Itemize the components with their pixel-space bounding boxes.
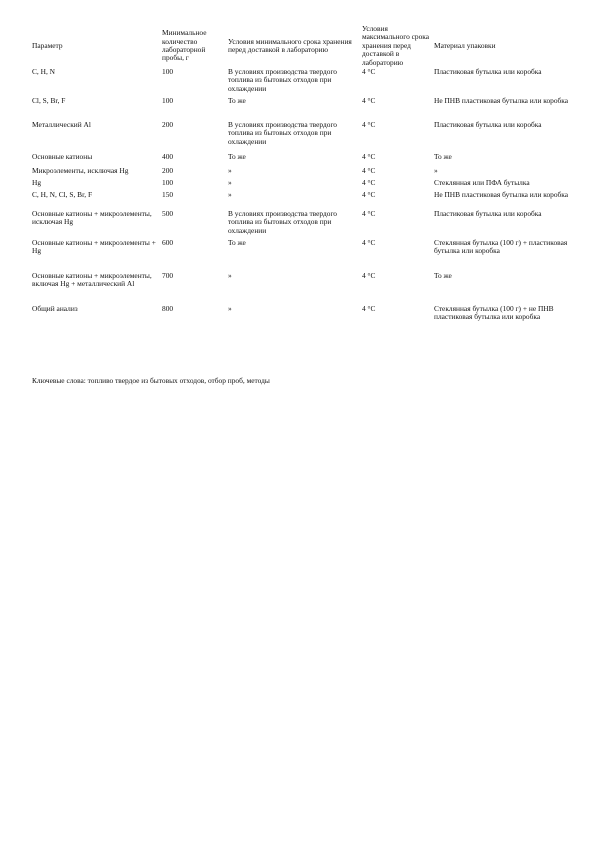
cell-parameter: Микроэлементы, исключая Hg bbox=[32, 166, 129, 175]
cell-parameter: Cl, S, Br, F bbox=[32, 96, 66, 105]
cell-min-storage: То же bbox=[228, 96, 246, 105]
cell-min-quantity: 600 bbox=[162, 238, 174, 247]
cell-max-storage: 4 °C bbox=[362, 166, 376, 175]
cell-min-quantity: 800 bbox=[162, 304, 174, 313]
table-row bbox=[32, 191, 572, 210]
table-row bbox=[32, 121, 572, 153]
cell-max-storage: 4 °C bbox=[362, 120, 376, 129]
cell-min-quantity: 200 bbox=[162, 166, 174, 175]
cell-max-storage: 4 °C bbox=[362, 96, 376, 105]
cell-min-quantity: 400 bbox=[162, 152, 174, 161]
sample-requirements-table bbox=[32, 24, 572, 329]
cell-min-quantity: 100 bbox=[162, 96, 174, 105]
cell-packaging: Не ПНВ пластиковая бутылка или коробка bbox=[434, 96, 569, 105]
cell-packaging: Стеклянная бутылка (100 г) + пластиковая бутылка или коробка bbox=[434, 238, 568, 256]
cell-min-storage: » bbox=[228, 166, 232, 175]
cell-max-storage: 4 °C bbox=[362, 67, 376, 76]
cell-min-storage: В условиях производства твердого топлива из бытовых отходов при охлаждении bbox=[228, 209, 338, 235]
cell-min-quantity: 200 bbox=[162, 120, 174, 129]
header-parameter: Параметр bbox=[32, 40, 63, 50]
cell-parameter: Hg bbox=[32, 178, 42, 187]
cell-parameter: C, H, N, Cl, S, Br, F bbox=[32, 190, 93, 199]
cell-min-storage: В условиях производства твердого топлива из бытовых отходов при охлаждении bbox=[228, 120, 338, 146]
cell-packaging: Пластиковая бутылка или коробка bbox=[434, 209, 542, 218]
cell-min-quantity: 100 bbox=[162, 67, 174, 76]
table-row bbox=[32, 210, 572, 239]
keywords-line: Ключевые слова: топливо твердое из бытовых отходов, отбор проб, методы bbox=[32, 376, 270, 385]
table-row bbox=[32, 272, 572, 305]
cell-parameter: Общий анализ bbox=[32, 304, 78, 313]
header-max-storage-conditions: Условия максимального срока хранения перед доставкой в лабораторию bbox=[362, 23, 430, 67]
header-min-storage-conditions: Условия минимального срока хранения перед доставкой в лабораторию bbox=[228, 36, 352, 54]
cell-min-storage: » bbox=[228, 178, 232, 187]
cell-parameter: Основные катионы bbox=[32, 152, 93, 161]
cell-parameter: Основные катионы + микроэлементы + Hg bbox=[32, 238, 156, 256]
table-header-row bbox=[32, 24, 572, 68]
cell-min-quantity: 700 bbox=[162, 271, 174, 280]
cell-min-storage: » bbox=[228, 271, 232, 280]
cell-min-storage: То же bbox=[228, 152, 246, 161]
header-min-quantity: Минимальное количество лабораторной пробы, г bbox=[162, 28, 207, 63]
header-packaging-material: Материал упаковки bbox=[434, 40, 496, 50]
cell-max-storage: 4 °C bbox=[362, 238, 376, 247]
cell-max-storage: 4 °C bbox=[362, 209, 376, 218]
cell-min-storage: » bbox=[228, 304, 232, 313]
table-row bbox=[32, 305, 572, 329]
cell-parameter: Металлический Al bbox=[32, 120, 91, 129]
cell-min-quantity: 500 bbox=[162, 209, 174, 218]
cell-min-storage: В условиях производства твердого топлива из бытовых отходов при охлаждении bbox=[228, 67, 338, 93]
cell-max-storage: 4 °C bbox=[362, 271, 376, 280]
cell-packaging: Пластиковая бутылка или коробка bbox=[434, 67, 542, 76]
table-row bbox=[32, 68, 572, 97]
cell-packaging: Стеклянная или ПФА бутылка bbox=[434, 178, 530, 187]
cell-parameter: C, H, N bbox=[32, 67, 55, 76]
cell-min-storage: То же bbox=[228, 238, 246, 247]
cell-max-storage: 4 °C bbox=[362, 178, 376, 187]
cell-max-storage: 4 °C bbox=[362, 152, 376, 161]
cell-packaging: То же bbox=[434, 271, 452, 280]
table-row bbox=[32, 239, 572, 272]
cell-packaging: То же bbox=[434, 152, 452, 161]
table-row bbox=[32, 97, 572, 121]
cell-min-quantity: 150 bbox=[162, 190, 174, 199]
cell-min-storage: » bbox=[228, 190, 232, 199]
cell-packaging: Пластиковая бутылка или коробка bbox=[434, 120, 542, 129]
cell-max-storage: 4 °C bbox=[362, 190, 376, 199]
cell-packaging: Стеклянная бутылка (100 г) + не ПНВ пластиковая бутылка или коробка bbox=[434, 304, 554, 322]
cell-parameter: Основные катионы + микроэлементы, включая Hg + металлический Al bbox=[32, 271, 152, 289]
cell-parameter: Основные катионы + микроэлементы, исключая Hg bbox=[32, 209, 152, 227]
table-body bbox=[32, 68, 572, 329]
cell-packaging: Не ПНВ пластиковая бутылка или коробка bbox=[434, 190, 569, 199]
cell-min-quantity: 100 bbox=[162, 178, 174, 187]
cell-max-storage: 4 °C bbox=[362, 304, 376, 313]
cell-packaging: » bbox=[434, 166, 438, 175]
table-row bbox=[32, 153, 572, 167]
